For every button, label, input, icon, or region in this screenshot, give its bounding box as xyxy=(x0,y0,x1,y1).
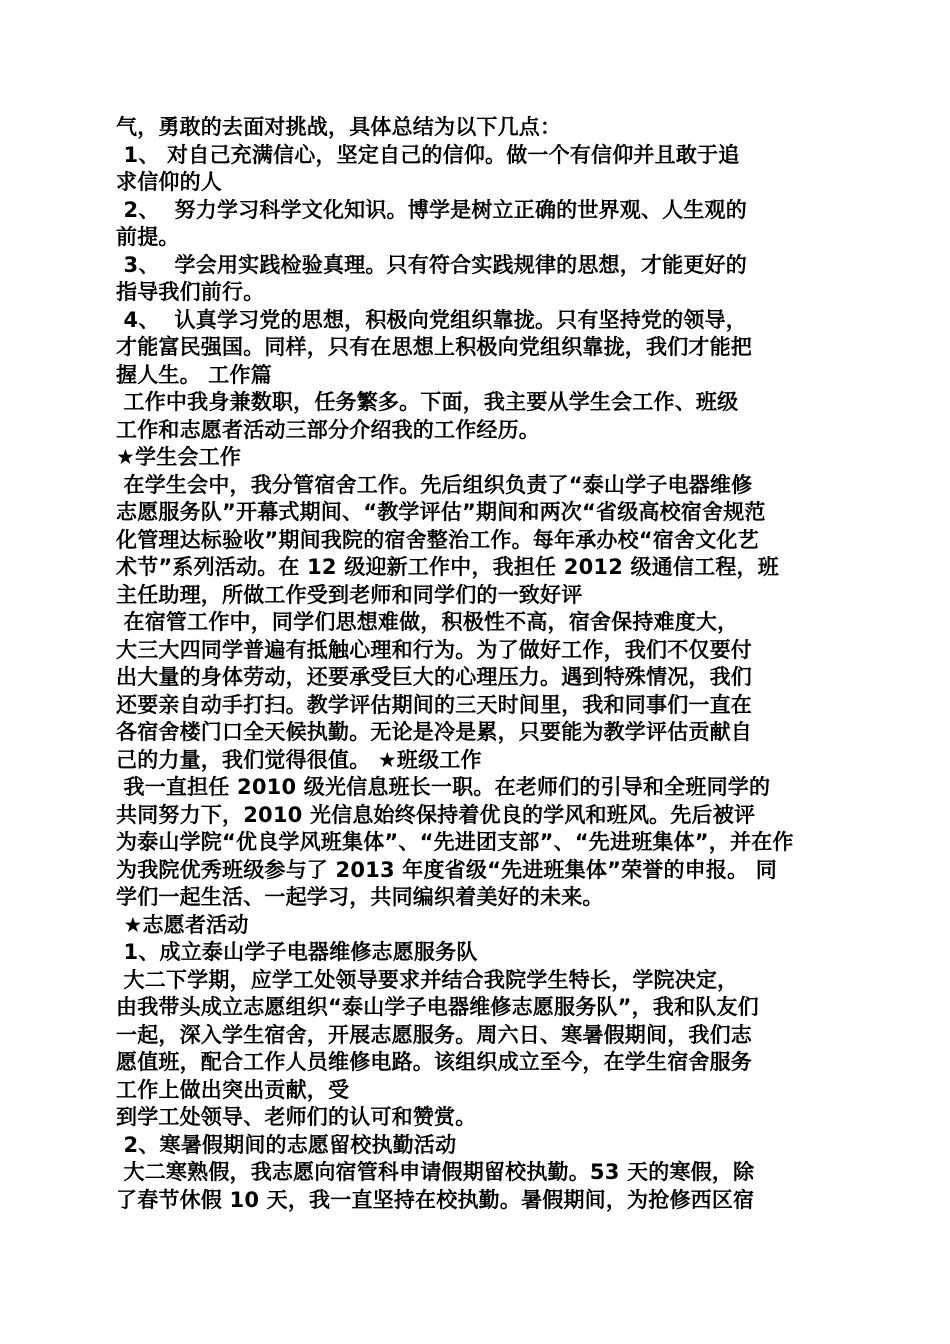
section-heading: ★学生会工作 xyxy=(116,445,242,469)
text-line: 前提。 xyxy=(116,225,180,249)
text-line: 3、 学会用实践检验真理。只有符合实践规律的思想，才能更好的 xyxy=(116,252,747,277)
text-line: 志愿服务队”开幕式期间、“教学评估”期间和两次“省级高校宿舍规范 xyxy=(116,500,766,524)
text-line: 大二寒熟假，我志愿向宿管科申请假期留校执勤。53 天的寒假，除 xyxy=(116,1160,755,1184)
text-line: 2、 努力学习科学文化知识。博学是树立正确的世界观、人生观的 xyxy=(116,197,747,222)
document-body xyxy=(116,114,836,1214)
text-line: 为我院优秀班级参与了 2013 年度省级“先进班集体”荣誉的申报。 同 xyxy=(116,857,777,882)
text-line: 指导我们前行。 xyxy=(116,280,265,304)
text-line: 出大量的身体劳动，还要承受巨大的心理压力。遇到特殊情况，我们 xyxy=(116,665,752,689)
text-line: 大二下学期，应学工处领导要求并结合我院学生特长，学院决定， xyxy=(116,967,739,992)
text-line: 4、 认真学习党的思想，积极向党组织靠拢。只有坚持党的领导， xyxy=(116,307,747,332)
text-line: 由我带头成立志愿组织“泰山学子电器维修志愿服务队”，我和队友们 xyxy=(116,995,759,1019)
text-line: 才能富民强国。同样，只有在思想上积极向党组织靠拢，我们才能把 xyxy=(116,335,752,359)
section-heading: ★志愿者活动 xyxy=(116,912,249,937)
text-line: 在宿管工作中，同学们思想难做，积极性不高，宿舍保持难度大， xyxy=(116,610,739,634)
text-line: 一起，深入学生宿舍，开展志愿服务。周六日、寒暑假期间，我们志 xyxy=(116,1022,752,1047)
text-line: 大三大四同学普遍有抵触心理和行为。为了做好工作，我们不仅要付 xyxy=(116,637,752,662)
text-line: 了春节休假 10 天，我一直坚持在校执勤。暑假期间，为抢修西区宿 xyxy=(116,1187,755,1212)
text-line: 握人生。 工作篇 xyxy=(116,362,272,387)
text-line: 术节”系列活动。在 12 级迎新工作中，我担任 2012 级通信工程，班 xyxy=(116,555,779,579)
text-line: 主任助理，所做工作受到老师和同学们的一致好评 xyxy=(116,582,583,607)
text-line: 工作上做出突出贡献，受 xyxy=(116,1077,350,1102)
text-line: 到学工处领导、老师们的认可和赞赏。 xyxy=(116,1105,477,1129)
text-line: 愿值班，配合工作人员维修电路。该组织成立至今，在学生宿舍服务 xyxy=(116,1050,752,1074)
text-line: 化管理达标验收”期间我院的宿舍整治工作。每年承办校“宿舍文化艺 xyxy=(116,527,759,552)
text-line: 工作和志愿者活动三部分介绍我的工作经历。 xyxy=(116,417,540,442)
text-line: 己的力量，我们觉得很值。 ★班级工作 xyxy=(116,747,482,772)
subsection-heading: 2、寒暑假期间的志愿留校执勤活动 xyxy=(116,1132,457,1157)
text-line: 工作中我身兼数职，任务繁多。下面，我主要从学生会工作、班级 xyxy=(116,390,739,414)
text-line: 求信仰的人 xyxy=(116,170,222,194)
text-line: 在学生会中，我分管宿舍工作。先后组织负责了“泰山学子电器维修 xyxy=(116,472,753,497)
text-line: 1、 对自己充满信心，坚定自己的信仰。做一个有信仰并且敢于追 xyxy=(116,142,740,167)
text-line: 气，勇敢的去面对挑战，具体总结为以下几点： xyxy=(116,115,562,139)
subsection-heading: 1、成立泰山学子电器维修志愿服务队 xyxy=(116,940,478,964)
text-line: 共同努力下，2010 光信息始终保持着优良的学风和班风。先后被评 xyxy=(116,802,756,827)
text-line: 还要亲自动手打扫。教学评估期间的三天时间里，我和同事们一直在 xyxy=(116,692,752,717)
text-line: 各宿舍楼门口全天候执勤。无论是冷是累，只要能为教学评估贡献自 xyxy=(116,720,752,744)
text-line: 学们一起生活、一起学习，共同编织着美好的未来。 xyxy=(116,885,604,909)
text-line: 我一直担任 2010 级光信息班长一职。在老师们的引导和全班同学的 xyxy=(116,775,771,799)
text-line: 为泰山学院“优良学风班集体”、“先进团支部”、“先进班集体”，并在作 xyxy=(116,830,794,854)
